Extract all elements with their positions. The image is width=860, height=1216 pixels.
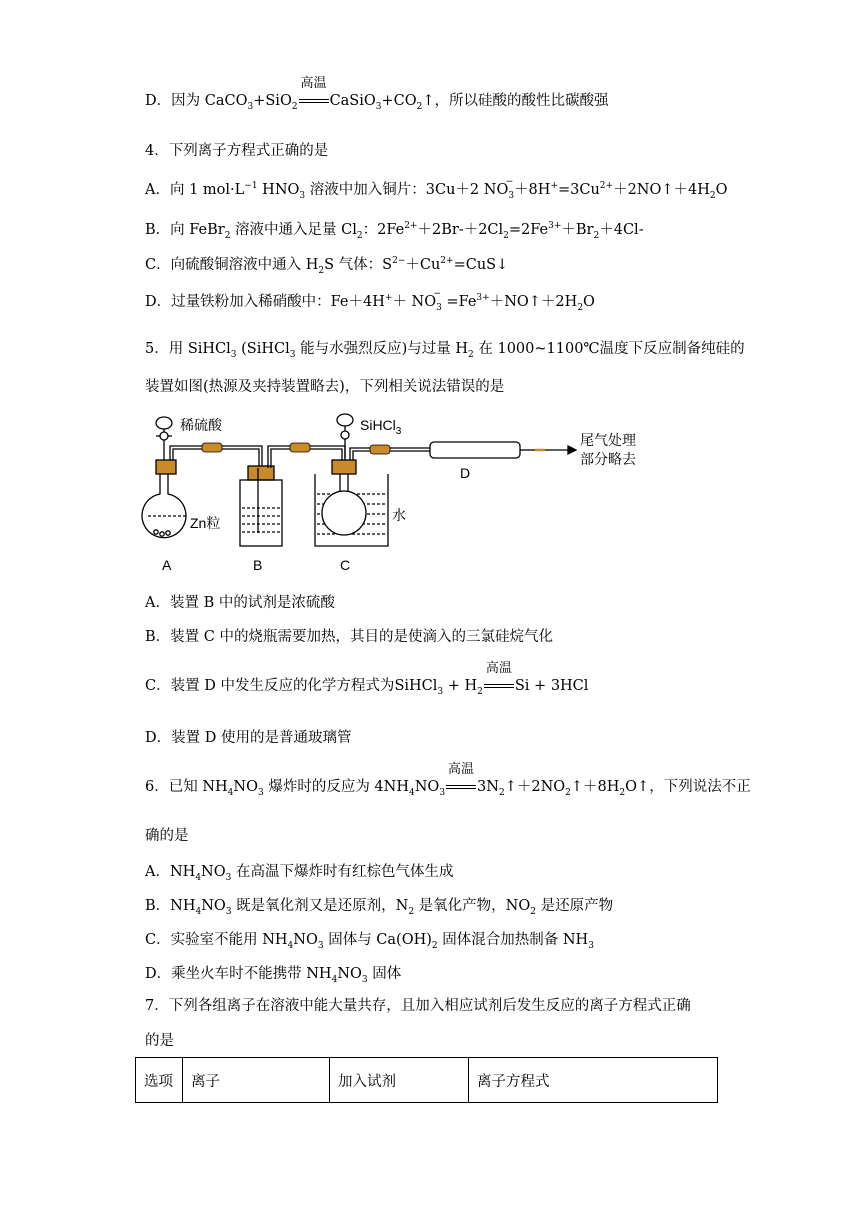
label-sihcl3: SiHCl$_3$	[360, 417, 402, 437]
label-zn-granules: Zn粒	[190, 515, 221, 531]
q4-option-b: B．向 FeBr$_2$ 溶液中通入足量 $Cl_2$：$2Fe^{2+}+2Br-+2Cl_2=2Fe^{3+}+Br_2+4Cl-$	[145, 221, 644, 241]
q5-option-d: D．装置 D 使用的是普通玻璃管	[145, 730, 352, 746]
q6-stem-line1: 6．已知 $NH_4NO_3$ 爆炸时的反应为 $4NH_4NO_3$ 高温 $3N_2↑+2NO_2↑+8H_2O↑$，下列说法不正	[145, 762, 751, 798]
label-water: 水	[392, 507, 406, 523]
q5-option-b: B．装置 C 中的烧瓶需要加热，其目的是使滴入的三氯硅烷气化	[145, 629, 553, 645]
q6-option-a: A．$NH_4NO_3$ 在高温下爆炸时有红棕色气体生成	[145, 864, 454, 883]
table-header-row	[136, 1058, 718, 1103]
label-d: D	[460, 465, 471, 481]
q3-option-d: D．因为 CaCO$_3$+SiO$_2$ 高温 $CaSiO_3+CO_2↑$，所以硅酸的酸性比碳酸强	[145, 76, 609, 112]
q5-option-a: A．装置 B 中的试剂是浓硫酸	[145, 595, 335, 611]
q5-stem-line1: 5．用 SiHCl$_3$ (SiHCl$_3$ 能与水强烈反应)与过量 $H_2$ 在 1000~1100℃温度下反应制备纯硅的	[145, 341, 745, 360]
q7-stem-line1: 7．下列各组离子在溶液中能大量共存，且加入相应试剂后发生反应的离子方程式正确	[145, 998, 691, 1014]
q4-option-d: D．过量铁粉加入稀硝酸中：$Fe+4H^++ NO_3$ − $=Fe^{3+}+NO↑+2H_2O$	[145, 289, 595, 313]
label-b: B	[253, 557, 263, 573]
q5-stem-line2: 装置如图(热源及夹持装置略去)，下列相关说法错误的是	[145, 379, 505, 395]
q6-option-b: B．$NH_4NO_3$ 既是氧化剂又是还原剂，$N_2$ 是氧化产物，$NO_2$ 是还原产物	[145, 898, 614, 917]
label-tail1: 尾气处理	[580, 432, 636, 448]
q6-option-c: C．实验室不能用 $NH_4NO_3$ 固体与 $Ca(OH)_2$ 固体混合加热制备 $NH_3$	[145, 932, 594, 951]
q4-stem: 4．下列离子方程式正确的是	[145, 143, 329, 159]
q4-option-c: C．向硫酸铜溶液中通入 $H_2S$ 气体：$S^{2-}+Cu^{2+}=CuS↓$	[145, 256, 509, 276]
label-a: A	[162, 557, 172, 573]
apparatus-figure	[140, 408, 660, 578]
label-dilute-sulfuric-acid: 稀硫酸	[180, 417, 222, 433]
q6-option-d: D．乘坐火车时不能携带 $NH_4NO_3$ 固体	[145, 966, 402, 985]
header-ions: 离子	[183, 1058, 330, 1103]
header-reagent: 加入试剂	[330, 1058, 469, 1103]
q5-option-c: C．装置 D 中发生反应的化学方程式为SiHCl$_3$ + $H_2$ 高温 Si + 3HCl	[145, 661, 589, 697]
header-equation: 离子方程式	[469, 1058, 718, 1103]
q7-stem-line2: 的是	[145, 1033, 174, 1049]
q7-table	[135, 1057, 718, 1103]
q6-stem-line2: 确的是	[145, 828, 189, 844]
q4-option-a: A．向 1 $mol\cdot L^{-1}$ $HNO_3$ 溶液中加入铜片：3Cu＋2 $NO_3$ − $+8H^+=3Cu^{2+}+2NO↑+4H_2O$	[145, 177, 728, 201]
label-tail2: 部分略去	[580, 451, 636, 467]
label-c: C	[340, 557, 351, 573]
header-option: 选项	[136, 1058, 183, 1103]
